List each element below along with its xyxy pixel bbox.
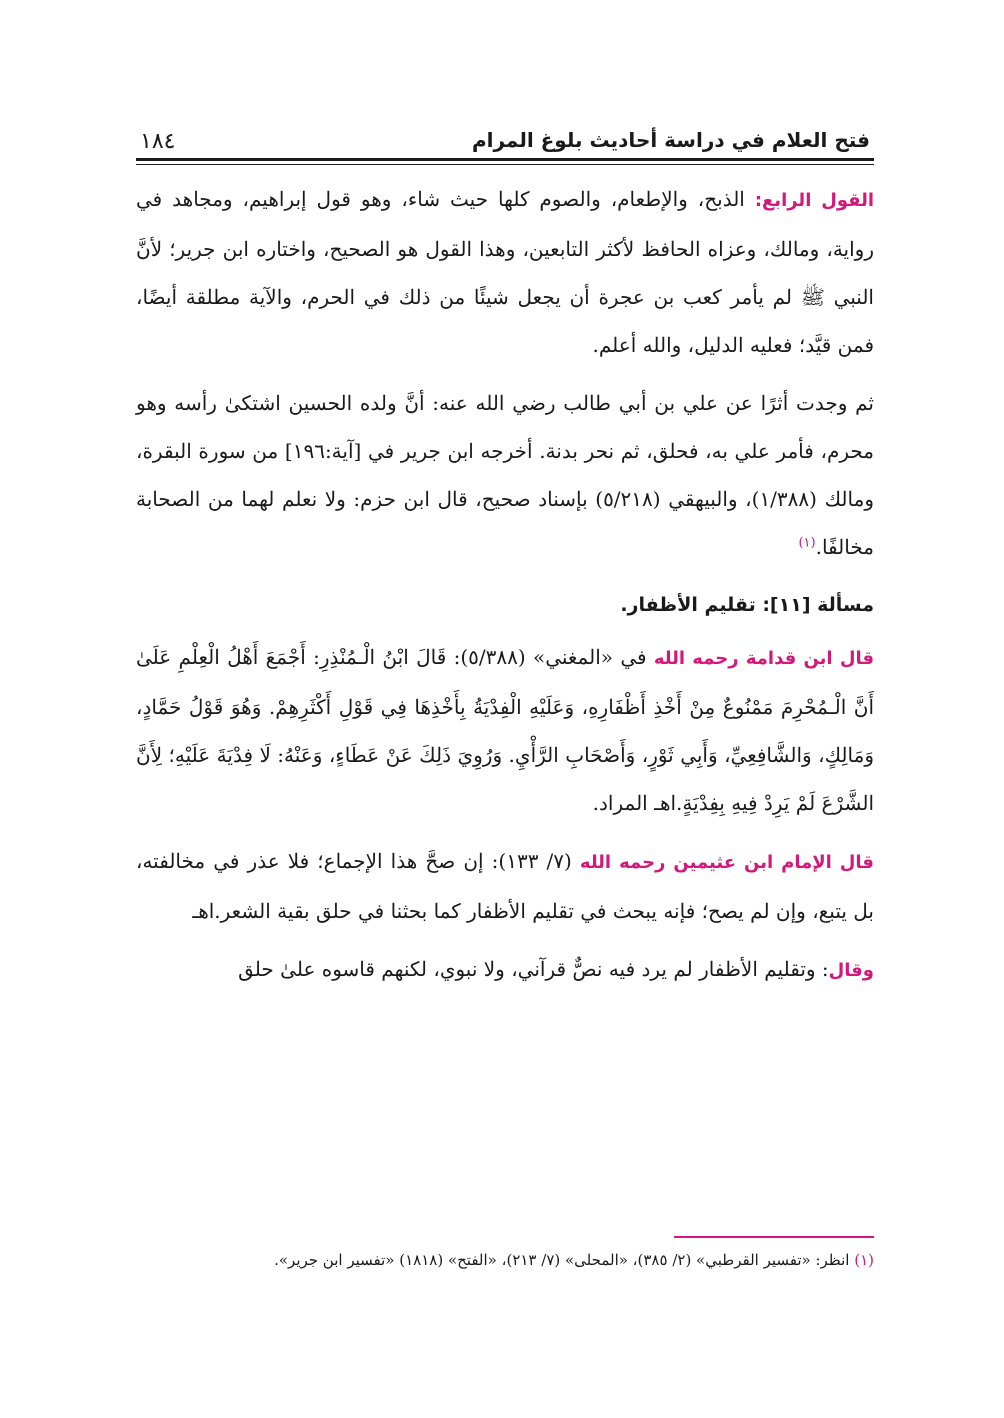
page-body: [136, 175, 874, 995]
footnote-text: انظر: «تفسير القرطبي» (٢/ ٣٨٥)، «المحلى» (٧/ ٢١٣)، «الفتح» (١٨١٨) «تفسير ابن جرير».: [274, 1251, 855, 1269]
page-header: [136, 118, 874, 158]
paragraph-text: ثم وجدت أثرًا عن علي بن أبي طالب رضي الله عنه: أنَّ ولده الحسين اشتكىٰ رأسه وهو محرم، فأمر علي به، فحلق، ثم نحر بدنة. أخرجه ابن جرير في [آية:١٩٦] من سورة البقرة، ومالك (١/٣٨٨)، والبيهقي (٥/٢١٨) بإسناد صحيح، قال ابن حزم: ولا نعلم لهما من الصحابة مخالفًا.: [136, 391, 874, 559]
paragraph-athar: [136, 379, 874, 571]
paragraph-label: وقال: [828, 960, 874, 981]
paragraph-ibn-uthaymin: [136, 837, 874, 935]
footnote-reference[interactable]: (١): [798, 535, 816, 551]
paragraph-label: القول الرابع:: [754, 190, 874, 211]
page-number: ١٨٤: [140, 129, 176, 154]
paragraph-wa-qal: [136, 945, 874, 995]
header-rule-thin: [136, 164, 874, 165]
header-rule-thick: [136, 158, 874, 161]
paragraph-label: قال ابن قدامة رحمه الله: [653, 648, 874, 669]
footnote-separator: [674, 1236, 874, 1238]
book-title: فتح العلام في دراسة أحاديث بلوغ المرام: [471, 128, 870, 152]
footnote: [136, 1246, 874, 1274]
paragraph-label: قال الإمام ابن عثيمين رحمه الله: [579, 852, 874, 873]
footnote-marker: (١): [854, 1251, 874, 1269]
paragraph-text: : وتقليم الأظفار لم يرد فيه نصٌّ قرآني، ولا نبوي، لكنهم قاسوه علىٰ حلق: [238, 957, 829, 981]
document-page: [136, 118, 874, 1298]
section-heading: مسألة [١١]: تقليم الأظفار.: [620, 594, 874, 616]
paragraph-text: الذبح، والإطعام، والصوم كلها حيث شاء، وهو قول إبراهيم، ومجاهد في رواية، ومالك، وعزاه الحافظ لأكثر التابعين، وهذا القول هو الصحيح، واختاره ابن جرير؛ لأنَّ النبي ﷺ لم يأمر كعب بن عجرة أن يجعل شيئًا من ذلك في الحرم، والآية مطلقة أيضًا، فمن قيَّد؛ فعليه الدليل، والله أعلم.: [136, 187, 874, 357]
paragraph-text: في «المغني» (٥/٣٨٨): قَالَ ابْنُ الْـمُنْذِرِ: أَجْمَعَ أَهْلُ الْعِلْمِ عَلَىٰ أَنَّ الْـمُحْرِمَ مَمْنُوعٌ مِنْ أَخْذِ أَظْفَارِهِ، وَعَلَيْهِ الْفِدْيَةُ بِأَخْذِهَا فِي قَوْلِ أَكْثَرِهِمْ. وَهُوَ قَوْلُ حَمَّادٍ، وَمَالِكٍ، وَالشَّافِعِيِّ، وَأَبِي ثَوْرٍ، وَأَصْحَابِ الرَّأْيِ. وَرُوِيَ ذَلِكَ عَنْ عَطَاءٍ، وَعَنْهُ: لَا فِدْيَةَ عَلَيْهِ؛ لِأَنَّ الشَّرْعَ لَمْ يَرِدْ فِيهِ بِفِدْيَةٍ.اهـ المراد.: [136, 645, 874, 815]
paragraph-fourth-opinion: [136, 175, 874, 369]
paragraph-text: (٧/ ١٣٣): إن صحَّ هذا الإجماع؛ فلا عذر في مخالفته، بل يتبع، وإن لم يصح؛ فإنه يبحث في تقليم الأظفار كما بحثنا في حلق بقية الشعر.اهـ: [136, 849, 874, 923]
paragraph-ibn-qudama: [136, 633, 874, 827]
